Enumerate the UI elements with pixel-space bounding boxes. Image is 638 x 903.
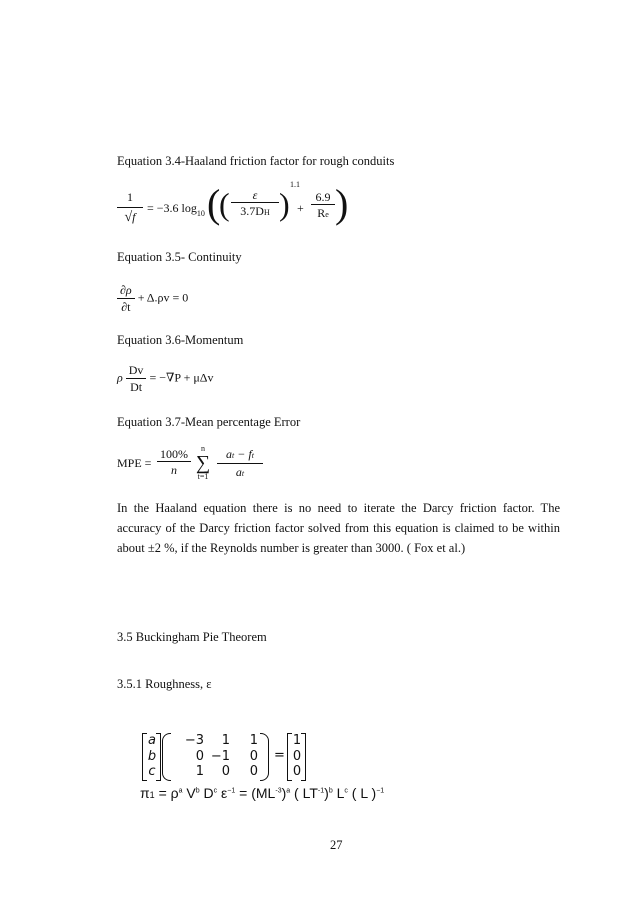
pi-symbol: π	[140, 785, 150, 801]
pi-D: D	[199, 785, 214, 801]
matrix-paren-left	[162, 733, 171, 781]
matrix-cell: 1	[195, 764, 204, 779]
matrix-row	[172, 733, 260, 749]
eq34-frac2	[311, 190, 335, 223]
eq34-frac1	[231, 188, 279, 221]
eq37-sum-bottom: t=1	[197, 472, 209, 481]
body-paragraph: In the Haaland equation there is no need to iterate the Darcy friction factor. The accuracy of the Darcy friction factor solved from this equation is claimed to be within about ±2 %, if the Reynolds number is greater than 3000. ( Fox et al.)	[117, 501, 560, 555]
eq34-outer-paren-left: (	[207, 181, 221, 226]
caption-eq-3-4: Equation 3.4-Haaland friction factor for rough conduits	[117, 154, 395, 168]
pi-exp-a: a	[178, 787, 183, 795]
dimension-matrix	[172, 733, 260, 780]
eq35-numerator: ∂ρ	[117, 283, 135, 299]
pi-exp-b: b	[195, 787, 200, 795]
result-vector	[292, 733, 302, 780]
pi-exp-c2: c	[344, 787, 348, 795]
matrix-cell: −1	[210, 748, 230, 764]
eq34-den2: R	[317, 206, 326, 220]
pi-l: L	[332, 785, 345, 801]
eq37-a-sub: t	[232, 451, 235, 460]
matrix-row	[172, 749, 260, 765]
eq37-sum: n ∑ t=1	[195, 444, 211, 481]
eq34-eps: ε	[231, 188, 279, 203]
result-3: 0	[292, 764, 302, 779]
continuity-equation	[117, 283, 188, 314]
matrix-cell: 1	[221, 733, 230, 748]
caption-eq-3-6: Equation 3.6-Momentum	[117, 333, 244, 347]
result-1: 1	[292, 733, 302, 748]
matrix-cell: 0	[221, 764, 230, 779]
eq37-f-sub: t	[251, 451, 254, 460]
eq36-numerator: Dv	[126, 363, 147, 379]
caption-eq-3-5: Equation 3.5- Continuity	[117, 250, 242, 264]
eq34-den1: 3.7D	[240, 204, 264, 218]
mpe-equation	[117, 445, 297, 490]
eq34-rhs: = −3.6 log	[147, 201, 197, 215]
eq36-denominator: Dt	[130, 380, 143, 394]
eq36-rho: ρ	[117, 370, 123, 385]
section-heading: 3.5 Buckingham Pie Theorem	[117, 630, 267, 644]
matrix-equals: =	[274, 748, 285, 763]
pi-close-a: )	[281, 785, 287, 801]
eq35-rest: + Δ.ρv = 0	[137, 290, 189, 305]
page-number: 27	[330, 838, 343, 852]
matrix-cell: 1	[249, 733, 258, 748]
matrix-cell: 0	[249, 748, 258, 764]
pi-exp-m1b: -1	[317, 787, 325, 795]
eq37-sum-top: n	[201, 444, 205, 453]
matrix-paren-right	[260, 733, 269, 781]
matrix-cell: 0	[195, 748, 204, 764]
eq35-frac	[117, 283, 135, 314]
eq34-f: f	[132, 210, 136, 224]
eq34-den1-sub: H	[263, 208, 270, 217]
vector-b: b	[147, 748, 157, 764]
pi-eps: ε	[217, 785, 228, 801]
eq37-f: − f	[237, 447, 252, 461]
eq37-frac1	[157, 447, 191, 478]
eq34-log-base: 10	[196, 209, 205, 218]
eq34-exponent: 1.1	[290, 180, 300, 189]
eq34-lhs: 1 √f	[117, 190, 143, 226]
eq37-a: a	[226, 447, 233, 461]
pi-lt: ( LT	[290, 785, 318, 801]
haaland-equation	[117, 180, 347, 236]
subsection-heading: 3.5.1 Roughness, ε	[117, 677, 212, 691]
matrix-cell: 0	[249, 764, 258, 779]
eq34-num2: 6.9	[311, 190, 335, 205]
vector-c: c	[148, 764, 156, 779]
eq37-num: 100%	[157, 447, 191, 462]
dimension-matrix-equation	[142, 733, 312, 781]
eq34-den2-sub: e	[325, 210, 329, 219]
pi-exp-m1: −1	[227, 787, 236, 795]
eq34-log	[147, 201, 205, 216]
pi-close-b: )	[324, 785, 329, 801]
eq37-den-a-sub: t	[241, 469, 245, 478]
eq37-lhs: MPE =	[117, 456, 152, 470]
matrix-cell: −3	[184, 733, 204, 748]
eq34-inner-paren-left: (	[219, 186, 230, 222]
eq37-frac2	[217, 447, 263, 482]
pi-subscript: 1	[149, 790, 155, 800]
vector-a: a	[148, 733, 156, 748]
unknown-vector	[147, 733, 157, 780]
pi-exp-m3: -3	[275, 787, 282, 795]
pi-exp-m1c: −1	[376, 787, 385, 795]
pi-ml: = (ML	[235, 785, 276, 801]
eq34-inner-paren-right: )	[279, 186, 290, 222]
eq34-outer-paren-right: )	[335, 181, 349, 226]
eq37-n: n	[171, 463, 177, 477]
caption-eq-3-7: Equation 3.7-Mean percentage Error	[117, 415, 301, 429]
result-2: 0	[292, 748, 302, 764]
pi-l2: ( L )	[347, 785, 377, 801]
eq37-den-a: a	[235, 465, 242, 479]
pi-group-equation	[140, 785, 384, 801]
pi-exp-a2: a	[286, 787, 291, 795]
matrix-row	[172, 764, 260, 780]
pi-exp-c: c	[213, 787, 218, 795]
pi-exp-b2: b	[328, 787, 333, 795]
eq34-one: 1	[127, 190, 133, 204]
pi-rho: = ρ	[154, 785, 179, 801]
eq36-rest: = −∇P + μΔv	[149, 370, 214, 385]
momentum-equation	[117, 363, 214, 394]
eq36-frac	[126, 363, 147, 394]
pi-V: V	[182, 785, 196, 801]
eq35-denominator: ∂t	[121, 300, 131, 314]
eq34-plus: +	[297, 201, 304, 215]
